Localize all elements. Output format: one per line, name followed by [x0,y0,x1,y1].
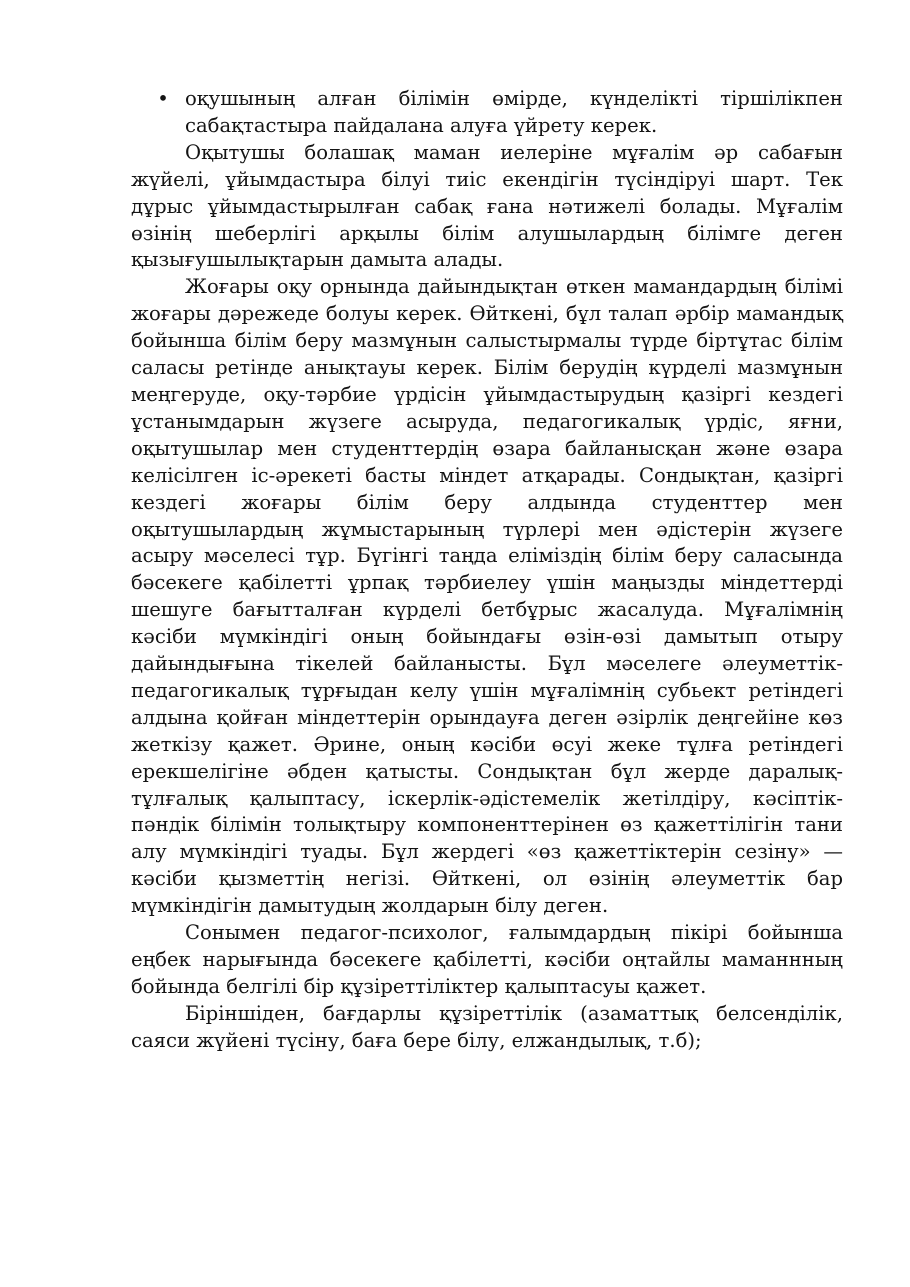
paragraph-competencies: Сонымен педагог-психолог, ғалымдардың пікірі бойынша еңбек нарығында бәсекеге қабілетті, кәсіби оңтайлы маманнның бойында белгілі бір құзіреттіліктер қалыптасуы қажет. [131,921,843,998]
bullet-mark: • [157,87,169,110]
paragraph-teacher-explains: Оқытушы болашақ маман иелеріне мұғалім әр сабағын жүйелі, ұйымдастыра білуі тиіс екендігін түсіндіруі шарт. Тек дұрыс ұйымдастырылған сабақ ғана нәтижелі болады. Мұғалім өзінің шеберлігі арқылы білім алушылардың білімге деген қызығушылықтарын дамыта алады. [131,140,843,272]
paragraph-first-competence: Біріншіден, бағдарлы құзіреттілік (азаматтық белсенділік, саяси жүйені түсіну, баға бере білу, елжандылық, т.б); [131,1001,843,1052]
bullet-text: оқушының алған білімін өмірде, күнделікті тіршілікпен сабақтастыра пайдалана алуға үйрету керек. [185,87,843,137]
document-page [131,86,843,1055]
bullet-list-item [131,86,843,140]
paragraph-higher-education: Жоғары оқу орнында дайындықтан өткен мамандардың білімі жоғары дәрежеде болуы керек. Өйткені, бұл талап әрбір мамандық бойынша білім беру мазмұнын салыстырмалы түрде біртұтас білім саласы ретінде анықтауы керек. Білім берудің күрделі мазмұнын меңгеруде, оқу-тәрбие үрдісін ұйымдастырудың қазіргі кездегі ұстанымдарын жүзеге асыруда, педагогикалық үрдіс, яғни, оқытушылар мен студенттердің өзара байланысқан және өзара келісілген іс-әрекеті басты міндет атқарады. Сондықтан, қазіргі кездегі жоғары білім беру алдында студенттер мен оқытушылардың жұмыстарының түрлері мен әдістерін жүзеге асыру мәселесі тұр. Бүгінгі таңда еліміздің білім беру саласында бәсекеге қабілетті ұрпақ тәрбиелеу үшін маңызды міндеттерді шешуге бағытталған күрделі бетбұрыс жасалуда. Мұғалімнің кәсіби мүмкіндігі оның бойындағы өзін-өзі дамытып отыру дайындығына тікелей байланысты. Бұл мәселеге әлеуметтік-педагогикалық тұрғыдан келу үшін мұғалімнің субьект ретіндегі алдына қойған міндеттерін орындауға деген әзірлік деңгейіне көз жеткізу қажет. Әрине, оның кәсіби өсуі жеке тұлға ретіндегі ерекшелігіне әбден қатысты. Сондықтан бұл жерде даралық-тұлғалық қалыптасу, іскерлік-әдістемелік жетілдіру, кәсіптік-пәндік білімін толықтыру компоненттерінен өз қажеттілігін тани алу мүмкіндігі туады. Бұл жердегі «өз қажеттіктерін сезіну» — кәсіби қызметтің негізі. Өйткені, ол өзінің әлеуметтік бар мүмкіндігін дамытудың жолдарын білу деген. [131,275,843,918]
